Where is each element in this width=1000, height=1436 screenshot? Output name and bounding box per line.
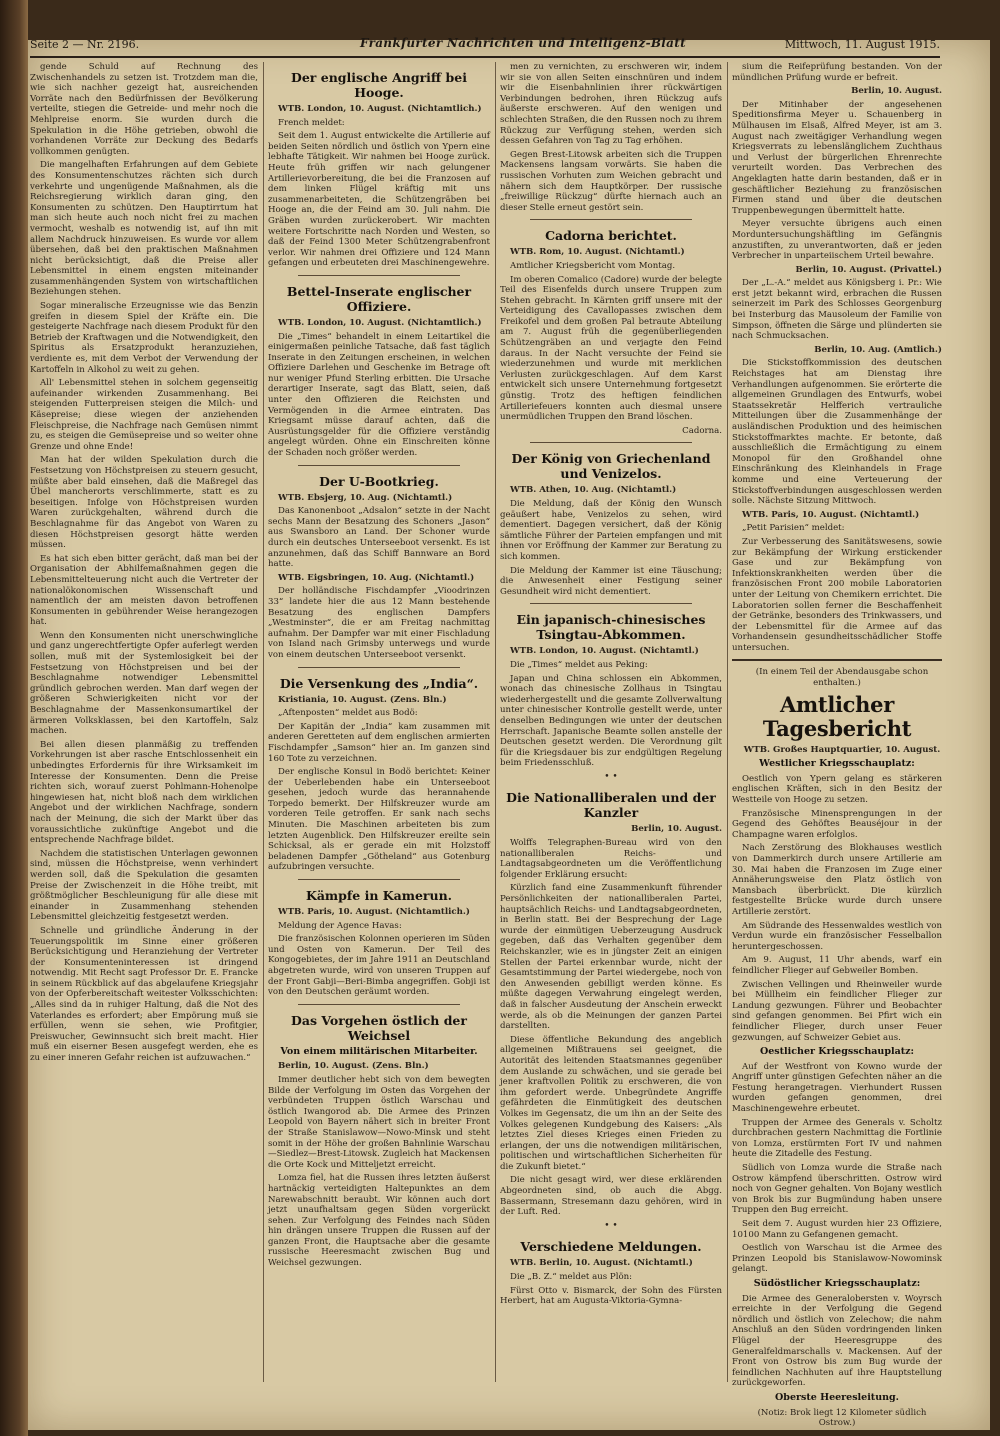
section-heading: Südöstlicher Kriegsschauplatz: xyxy=(753,1277,921,1289)
section-dots: • • xyxy=(604,1220,618,1231)
paragraph: Meldung der Agence Havas: xyxy=(278,920,402,931)
paragraph: Kürzlich fand eine Zusammenkunft führender Persönlichkeiten der nationalliberalen Partei, hauptsächlich Reichs- und Landtagsabgeordneten, in Berlin statt. Bei der Besprechung der Lage wurde der einmütigen Ueberzeugung Ausdruck gegeben, daß das Verhalten gegenüber dem Reichskanzler, wie es in jüngster Zeit an einigen Stellen der Partei erkennbar wurde, nicht der Gesamtstimmung der Partei wiedergebe, noch von den Anwesenden gebilligt werden könne. Es müßte dagegen Verwahrung eingelegt werden, daß in falscher Ausdeutung der Anschein erweckt werde, als ob die Meinungen der ganzen Partei darstellten. xyxy=(500,883,722,1032)
report-title: Amtlicher Tagesbericht xyxy=(762,691,912,741)
paragraph: Diese öffentliche Bekundung des angeblich allgemeinen Mißtrauens sei geeignet, die Autorität des leitenden Staatsmannes gegenüber dem Auslande zu schwächen, und sie gerade bei jener kraftvollen Politik zu erschweren, die von ihm gefordert werde. Unbegründete Angriffe gefährdeten die Einmütigkeit des deutschen Volkes im Gegensatz, die um ihn an der Seite des Volkes gelegenen Kundgebung des Kaisers: „Als letztes Ziel dieses Krieges einen Frieden zu erlangen, der uns die notwendigen militärischen, politischen und wirtschaftlichen Sicherheiten für die Zukunft bietet.“ xyxy=(500,1034,722,1172)
article-title: Der König von Griechenland und Venizelos. xyxy=(511,451,711,482)
paragraph: Wenn den Konsumenten nicht unerschwingliche und ganz ungerechtfertigte Opfer auferlegt werden sollen, muß mit der Systemlosigkeit bei der Festsetzung von Höchstpreisen und bei der Beschlagnahme notwendiger Lebensmittel gründlich gebrochen werden. Man darf wegen der größeren Schwierigkeiten nicht vor der Beschlagnahme der Massenkonsumartikel der ärmeren Volksklassen, bei den Kartoffeln, Salz machen. xyxy=(30,630,258,737)
paragraph: Die mangelhaften Erfahrungen auf dem Gebiete des Konsumentenschutzes rächten sich durch verkehrte und ungenügende Maßnahmen, als die Reichsregierung wirklich daran ging, den Konsumenten zu schützen. Den Hauptirrtum hat man sich heute auch noch nicht frei zu machen vermocht, weshalb es notwendig ist, auf ihn mit allem Nachdruck hinzuweisen. Es wurde vor allem übersehen, daß bei den praktischen Maßnahmen nicht berücksichtigt, daß die Preise aller Lebensmittel in einem engsten miteinander zusammenhängenden System von wirtschaftlichen Beziehungen stehen. xyxy=(30,160,258,298)
article-subtitle: Von einem militärischen Mitarbeiter. xyxy=(280,1045,478,1057)
paragraph: Südlich von Lomza wurde die Straße nach Ostrow kämpfend überschritten. Ostrow wird noch von Gegner gehalten. Von Bojany westlich von Brok bis zur Bugmündung haben unsere Truppen den Bug erreicht. xyxy=(732,1163,942,1216)
article-title: Der U-Bootkrieg. xyxy=(319,473,439,489)
article-title: Kämpfe in Kamerun. xyxy=(305,888,453,904)
column-3 xyxy=(500,62,722,1382)
paragraph: Japan und China schlossen ein Abkommen, wonach das chinesische Zollhaus in Tsingtau wiederhergestellt und die gesamte Zollverwaltung unter chinesischer Kontrolle gestellt werde, unter denselben Bedingungen wie unter der deutschen Herrschaft. Japanische Beamte sollen anstelle der Deutschen gesetzt werden. Die Verordnung gilt für die Kriegsdauer bis zur endgültigen Regelung beim Friedensschluß. xyxy=(500,673,722,769)
article-title: Bettel-Inserate englischer Offiziere. xyxy=(286,283,472,314)
section-heading: Oestlicher Kriegsschauplatz: xyxy=(759,1046,915,1058)
paragraph: Am 9. August, 11 Uhr abends, warf ein feindlicher Flieger auf Gebweiler Bomben. xyxy=(732,955,942,976)
dateline: WTB. Paris, 10. August. (Nichtamtlich.) xyxy=(278,907,470,918)
separator xyxy=(298,667,460,668)
paragraph: Sogar mineralische Erzeugnisse wie das Benzin greifen in diesem Spiel der Kräfte ein. Die gesteigerte Nachfrage nach diesem Produkt für den Betrieb der Kraftwagen und die Notwendigkeit, den Spiritus als Ersatzprodukt heranzuziehen, verdiente es, mit dem Verbot der Verwendung der Kartoffeln in Alkohol zu weit zu gehen. xyxy=(30,301,258,375)
paragraph: Gegen Brest-Litowsk arbeiten sich die Truppen Mackensens langsam vorwärts. Sie haben die russischen Vorhuten zum Weichen gebracht und nähern sich dem Hauptkörper. Der russische „freiwillige Rückzug“ dürfte hiernach auch an dieser Stelle erneut gestört sein. xyxy=(500,149,722,213)
article-title: Die Nationalliberalen und der Kanzler xyxy=(506,790,716,821)
paragraph: Oestlich von Warschau ist die Armee des Prinzen Leopold bis Stanislawow-Nowominsk gelangt. xyxy=(732,1243,942,1275)
paragraph: gende Schuld auf Rechnung des Zwischenhandels zu setzen ist. Trotzdem man die, wie sich nachher gezeigt hat, ausreichenden Vorräte nach den Bedürfnissen der Bevölkerung verteilte, stiegen die Getreide- und mehr noch die Mehlpreise enorm. Sie wurden durch die Spekulation in die Höhe getrieben, obwohl die vorhandenen Vorräte zur Deckung des Bedarfs vollkommen genügten. xyxy=(30,62,258,157)
paragraph: Fürst Otto v. Bismarck, der Sohn des Fürsten Herbert, hat am Augusta-Viktoria-Gymna- xyxy=(500,1285,722,1307)
issue-date: Mittwoch, 11. August 1915. xyxy=(784,38,940,51)
paragraph: Die Stickstoffkommission des deutschen Reichstages hat am Dienstag ihre Verhandlungen aufgenommen. Sie erörterte die allgemeinen Grundlagen des Entwurfs, wobei Staatssekretär Helfferich vertrauliche Mitteilungen über die Zusammenhänge der ausländischen Produktion und des heimischen Stickstoffmarktes machte. Er betonte, daß ausschließlich die Ermächtigung zu einem Monopol für den Großhandel ohne Einschränkung des Kleinhandels in Frage komme und eine Verteuerung der Stickstoffverbindungen ausgeschlossen werden solle. Nächste Sitzung Mittwoch. xyxy=(732,358,942,507)
section-heading: Westlicher Kriegsschauplatz: xyxy=(759,758,915,770)
column-rule xyxy=(727,62,728,1382)
footnote: (Notiz: Brok liegt 12 Kilometer südlich Ostrow.) xyxy=(757,1407,927,1429)
dateline: WTB. Großes Hauptquartier, 10. August. xyxy=(743,744,941,755)
dateline: WTB. Rom, 10. August. (Nichtamtl.) xyxy=(510,247,685,258)
masthead: Frankfurter Nachrichten und Intelligenz-Blatt xyxy=(360,36,686,50)
article-title: Verschiedene Meldungen. xyxy=(520,1239,702,1255)
paragraph: Im oberen Comalico (Cadore) wurde der belegte Teil des Eisenfelds durch unsere Truppen zum Stehen gebracht. In Kärnten griff unsere mit der Verteidigung des Cavallopasses zwischen dem Freikofel und dem großen Pal betraute Abteilung am 7. August früh die gegenüberliegenden Schützengräben an und verjagte den Feind daraus. In der Nacht versuchte der Feind sie wiederzunehmen und wurde mit merklichen Verlusten zurückgeschlagen. Auf dem Karst entwickelt sich unsere Unternehmung fortgesetzt günstig. Trotz des heftigen feindlichen Artilleriefeuers konnten auch diesmal unsere unermüdlichen Truppen den Brand löschen. xyxy=(500,274,722,423)
paragraph: sium die Reifeprüfung bestanden. Von der mündlichen Prüfung wurde er befreit. xyxy=(732,62,942,83)
paragraph: Nachdem die statistischen Unterlagen gewonnen sind, müssen die Höchstpreise, wenn verhindert werden soll, daß die Spekulation die gesamten Preise der Zwischenzeit in die Höhe treibt, mit größtmöglicher Beschleunigung für alle diese mit einander in Zusammenhang stehenden Lebensmittel gleichzeitig festgesetzt werden. xyxy=(30,848,258,923)
paragraph: Amtlicher Kriegsbericht vom Montag. xyxy=(510,260,676,271)
paragraph: Zwischen Vellingen und Rheinweiler wurde bei Müllheim ein feindlicher Flieger zur Landung gezwungen. Führer und Beobachter sind gefangen genommen. Bei Pfirt wich ein feindlicher Flieger, durch unser Feuer gezwungen, auf Schweizer Gebiet aus. xyxy=(732,979,942,1043)
dateline: WTB. Paris, 10. August. (Nichtamtl.) xyxy=(742,509,920,520)
separator xyxy=(298,465,460,466)
article-title: Cadorna berichtet. xyxy=(545,228,677,244)
paragraph: Oestlich von Ypern gelang es stärkeren englischen Kräften, sich in den Besitz der Westteile von Hooge zu setzen. xyxy=(732,773,942,806)
column-2 xyxy=(268,62,490,1382)
paragraph: Die Meldung, daß der König den Wunsch geäußert habe, Venizelos zu sehen, wird dementiert. Dagegen versichert, daß der König sämtliche Führer der Parteien empfangen und mit ihnen vor Eröffnung der Kammer zur Beratung zu sich kommen. xyxy=(500,499,722,562)
paragraph: „Aftenposten“ meldet aus Bodö: xyxy=(278,708,418,719)
dateline: Berlin, 10. August. xyxy=(631,824,722,835)
paragraph: Lomza fiel, hat die Russen ihres letzten äußerst hartnäckig verteidigten Haltepunktes an dem Narewabschnitt beraubt. Wir können auch dort jetzt unaufhaltsam gegen Süden vorgerückt sehen. Zur Verfolgung des Feindes nach Süden hin drängen unsere Truppen die Russen auf der ganzen Front, die Hauptsache aber die gesamte russische Heeresmacht zwischen Bug und Weichsel gezwungen. xyxy=(268,1173,490,1269)
paragraph: Die Armee des Generalobersten v. Woyrsch erreichte in der Verfolgung die Gegend nördlich und östlich von Zelechow; die nahm Anschluß an den Süden vordringenden linken Flügel der Heeresgruppe des Generalfeldmarschalls v. Mackensen. Auf der Front von Ostrow bis zum Bug wurde der feindlichen Nachhuten auf ihre Hauptstellung zurückgeworfen. xyxy=(732,1293,942,1389)
page-header xyxy=(30,34,940,58)
section-dots: • • xyxy=(604,771,618,782)
paragraph: Truppen der Armee des Generals v. Scholtz durchbrachen gestern Nachmittag die Fortlinie von Lomza, erstürmten Fort IV und nahmen heute die Zitadelle des Festung. xyxy=(732,1117,942,1160)
paragraph: Die „Times“ meldet aus Peking: xyxy=(510,659,648,670)
paragraph: Der „L.-A.“ meldet aus Königsberg i. Pr.: Wie erst jetzt bekannt wird, erbrachen die Russen seinerzeit im Park des Schlosses Georgenburg bei Insterburg das Mausoleum der Familie von Simpson, öffneten die Särge und plünderten sie nach Schmucksachen. xyxy=(732,278,942,342)
paragraph: Schnelle und gründliche Änderung in der Teuerungspolitik im Sinne einer größeren Berücksichtigung und Heranziehung der Vertreter der Konsumenteninteressen ist dringend notwendig. Mit Recht sagt Professor Dr. E. Francke in seinem Rückblick auf das abgelaufene Kriegsjahr von der Opferbereitschaft weitester Volksschichten: „Alles sind da in ruhiger Haltung, daß die Not des Vaterlandes es erfordert; aber Empörung muß sie erfüllen, wenn sie sehen, wie Profitgier, Preiswucher, Gewinnsucht sich breit macht. Hier muß ein eiserner Besen ausgefegt werden, ehe es zu einer inneren Gefahr reichen ist aufzuwachen.“ xyxy=(30,925,258,1064)
paragraph: Der Mitinhaber der angesehenen Speditionsfirma Meyer u. Schauenberg in Mülhausen im Elsaß, Alfred Meyer, ist am 3. August nach zweitägiger Verhandlung wegen Kriegsverrats zu lebenslänglichem Zuchthaus und Verlust der bürgerlichen Ehrenrechte verurteilt worden. Das Verbrechen des Angeklagten hatte darin bestanden, daß er in geschäftlicher Beziehung zu französischen Firmen stand und über die deutschen Truppenbewegungen übermittelt hatte. xyxy=(732,99,942,216)
dateline: WTB. London, 10. August. (Nichtamtlich.) xyxy=(278,317,482,328)
paragraph: Der holländische Fischdampfer „Vioodrinzen 33“ landete hier die aus 12 Mann bestehende Besatzung des englischen Dampfers „Westminster“, die er am Freitag nachmittag aufnahm. Der Dampfer war mit einer Fischladung von Island nach Grimsby unterwegs und wurde von einem deutschen Unterseeboot versenkt. xyxy=(268,586,490,660)
paragraph: men zu vernichten, zu erschweren wir, indem wir sie von allen Seiten einschnüren und indem wir die Eisenbahnlinien ihrer rückwärtigen Verbindungen bedrohen, ihren Rückzug aufs äußerste erschweren. Auf den wenigen und schlechten Straßen, die den Russen noch zu ihrem Rückzug zur Verfügung stehen, werden sich dessen Gefahren von Tag zu Tag erhöhen. xyxy=(500,62,722,147)
dateline: WTB. Athen, 10. Aug. (Nichtamtl.) xyxy=(510,485,677,496)
dateline: WTB. London, 10. August. (Nichtamtlich.) xyxy=(278,104,482,114)
dateline: WTB. Ebsjerg, 10. Aug. (Nichtamtl.) xyxy=(278,492,453,503)
paragraph: Die nicht gesagt wird, wer diese erklärenden Abgeordneten sind, ob auch die Abgg. Bassermann, Stresemann dazu gehören, wird in der Luft. Red. xyxy=(500,1175,722,1218)
article-title: Der englische Angriff bei Hooge. xyxy=(291,70,467,100)
paragraph: Die „Times“ behandelt in einem Leitartikel die einigermaßen peinliche Tatsache, daß fast täglich Inserate in den Zeitungen erscheinen, in welchen Offiziere Darlehen und Geschenke im Betrage oft nur weniger Pfund Sterling erbitten. Die Ursache derartiger Inserate, sagt das Blatt, seien, daß unter den Offizieren die Reichsten und Vermögenden in die Armee eintraten. Das Kriegsamt müsse darauf achten, daß die Ausrüstungsgelder für die Offiziere verständig angelegt würden. Ohne ein Einschreiten könne der Schaden noch größer werden. xyxy=(268,331,490,459)
separator xyxy=(298,275,460,276)
dateline: Berlin, 10. August. (Zens. Bln.) xyxy=(278,1061,429,1072)
dateline: Berlin, 10. August. xyxy=(851,86,942,97)
paragraph: Man hat der wilden Spekulation durch die Festsetzung von Höchstpreisen zu steuern gesucht, müßte aber bald einsehen, daß die Maßregel das Übel mancherorts verschlimmerte, statt es zu beseitigen. Infolge von Höchstpreisen wurden Waren zurückgehalten, während durch die Beschlagnahme für das Angebot von Waren zu diesen Höchstpreisen gesorgt hätte werden müssen. xyxy=(30,455,258,551)
column-rule xyxy=(263,62,264,1382)
paragraph: Wolffs Telegraphen-Bureau wird von den nationalliberalen Reichs- und Landtagsabgeordneten um die Veröffentlichung folgender Erklärung ersucht: xyxy=(500,838,722,880)
article-title: Das Vorgehen östlich der Weichsel xyxy=(291,1012,467,1043)
paragraph: Die französischen Kolonnen operieren im Süden und Osten von Kamerun. Der Teil des Kongogebietes, der im Jahre 1911 an Deutschland abgetreten wurde, wird von unseren Truppen auf der Front Gabji—Beri-Bimba angegriffen. Gobji ist von den Deutschen geräumt worden. xyxy=(268,934,490,998)
paragraph: Das Kanonenboot „Adsalon“ setzte in der Nacht sechs Mann der Besatzung des Schoners „Jason“ aus Swansboro an Land. Der Schoner wurde durch ein deutsches Unterseeboot versenkt. Es ist anzunehmen, daß das Schiff Bannware an Bord hatte. xyxy=(268,506,490,570)
paragraph: Die „B. Z.“ meldet aus Plön: xyxy=(510,1272,633,1283)
paragraph: French meldet: xyxy=(278,117,345,128)
paragraph: Der englische Konsul in Bodö berichtet: Keiner der Ueberlebenden habe ein Unterseeboot gesehen, jedoch wurde das herannahende Torpedo bemerkt. Der Hilfskreuzer wurde am vorderen Teile getroffen. Er sank nach sechs Minuten. Die Maschinen arbeiteten bis zum letzten Augenblick. Den Hilfskreuzer ereilte sein Schicksal, als er gerade ein mit Holzstoff beladenen Dampfer „Götheland“ aus Gotenburg aufzubringen versuchte. xyxy=(268,767,490,873)
paragraph: Bei allen diesen planmäßig zu treffenden Vorkehrungen ist aber rasche Entschlossenheit ein unbedingtes Erfordernis für ihre Wirksamkeit im Interesse der Konsumenten. Denn die Preise richten sich, worauf zuerst Pohlmann-Hohenolpe hingewiesen hat, nicht bloß nach dem wirklichen Angebot und der wirklichen Nachfrage, sondern nach der Meinung, die sich der Markt über das voraussichtliche zukünftige Angebot und die entsprechende Nachfrage bildet. xyxy=(30,739,258,846)
dateline: WTB. Eigsbringen, 10. Aug. (Nichtamtl.) xyxy=(278,572,475,583)
paragraph: Es hat sich eben bitter gerächt, daß man bei der Organisation der Abhilfemaßnahmen gegen die Lebensmittelteuerung nicht auch die Vertreter der nationalökonomischen Wissenschaft und namentlich der am meisten davon betroffenen Konsumenten in gebührender Weise herangezogen hat. xyxy=(30,553,258,628)
paragraph: Der Kapitän der „India“ kam zusammen mit anderen Geretteten auf dem englischen armierten Fischdampfer „Samson“ hier an. Im ganzen sind 160 Tote zu verzeichnen. xyxy=(268,721,490,764)
paragraph: Nach Zerstörung des Blokhauses westlich von Dammerkirch durch unsere Artillerie am 30. Mai haben die Franzosen im Zuge einer Annäherungsweise den Platz östlich von Mansbach überbrückt. Die kürzlich festgestellte Brücke wurde durch unsere Artillerie zerstört. xyxy=(732,843,942,917)
column-4 xyxy=(732,62,942,1429)
article-title: Ein japanisch-chinesisches Tsingtau-Abkommen. xyxy=(516,612,706,643)
separator xyxy=(732,659,942,661)
signature: Cadorna. xyxy=(682,425,722,436)
dateline: Berlin, 10. August. (Privattel.) xyxy=(795,264,942,275)
paragraph: Französische Minensprengungen in der Gegend des Gehöftes Beauséjour in der Champagne waren erfolglos. xyxy=(732,808,942,840)
paragraph: Zur Verbesserung des Sanitätswesens, sowie zur Bekämpfung der Wirkung erstickender Gase und zur Bekämpfung von Infektionskrankheiten werden über die französischen Front 200 mobile Laboratorien unter der Leitung von Chemikern errichtet. Die Laboratorien sollen ferner die Beschaffenheit der Getränke, besonders des Trinkwassers, und der Lebensmittel für die Armee auf das Vorhandensein gesundheitsschädlicher Stoffe untersuchen. xyxy=(732,536,942,653)
separator xyxy=(298,1004,460,1005)
dateline: Berlin, 10. Aug. (Amtlich.) xyxy=(814,344,942,355)
separator xyxy=(530,442,692,443)
paragraph: Am Südrande des Hessenwaldes westlich von Verdun wurde ein französischer Fesselballon heruntergeschossen. xyxy=(732,920,942,952)
book-binding xyxy=(0,0,28,1436)
column-1 xyxy=(30,62,258,1382)
edition-note: (In einem Teil der Abendausgabe schon enthalten.) xyxy=(755,667,929,689)
paragraph: All' Lebensmittel stehen in solchem gegenseitig aufeinander wirkenden Zusammenhang. Bei steigenden Futterpreisen steigen die Milch- und Käsepreise; diese wiegen der anziehenden Fleischpreise, die Nachfrage nach Gemüsen nimmt zu, es steigen die Gemüsepreise und so weiter ohne Grenze und ohne Ende! xyxy=(30,378,258,452)
dateline: Kristiania, 10. August. (Zens. Bln.) xyxy=(278,694,447,705)
paragraph: Auf der Westfront von Kowno wurde der Angriff unter günstigen Gefechten näher an die Festung herangetragen. Vierhundert Russen wurden gefangen genommen, drei Maschinengewehre erbeutet. xyxy=(732,1061,942,1115)
separator xyxy=(298,879,460,880)
paragraph: Immer deutlicher hebt sich von dem bewegten Bilde der Verfolgung im Osten das Vorgehen der verbündeten Truppen östlich Warschau und östlich Iwangorod ab. Die Armee des Prinzen Leopold von Bayern nähert sich in breiter Front der Straße Stanislawow—Nowo-Minsk und steht somit in der Höhe der großen Bahnlinie Warschau—Siedlez—Brest-Litowsk. Zugleich hat Mackensen die Orte Kock und Mitteljetzt erreicht. xyxy=(268,1074,490,1170)
dateline: WTB. Berlin, 10. August. (Nichtamtl.) xyxy=(510,1258,693,1269)
separator xyxy=(530,603,692,604)
page-number: Seite 2 — Nr. 2196. xyxy=(30,38,140,51)
article-title: Die Versenkung des „India“. xyxy=(279,675,479,691)
paragraph: Meyer versuchte übrigens auch einen Morduntersuchungshäftling im Gefängnis anzustiften, zu unverantworten, daß er jeden Verbrecher in unparteiischem Urteil bewahre. xyxy=(732,219,942,262)
separator xyxy=(530,219,692,220)
paragraph: Seit dem 7. August wurden hier 23 Offiziere, 10100 Mann zu Gefangenen gemacht. xyxy=(732,1219,942,1240)
paragraph: Seit dem 1. August entwickelte die Artillerie auf beiden Seiten nördlich und östlich von Ypern eine lebhafte Tätigkeit. Wir nahmen bei Hooge zurück. Heute früh griffen wir nach gelungener Artillerievorbereitung, die bei die Franzosen auf dem linken Flügel kräftig mit uns zusammenarbeiteten, die Schützengräben bei Hooge an, die der Feind am 30. Juli nahm. Die Gräben wurden zurückerobert. Wir machten weitere Fortschritte nach Norden und Westen, so daß der Feind 1300 Meter Schützengrabenfront verlor. Wir nahmen drei Offiziere und 124 Mann gefangen und erbeuteten drei Maschinengewehre. xyxy=(268,131,490,269)
paragraph: „Petit Parisien“ meldet: xyxy=(742,523,845,534)
report-signature: Oberste Heeresleitung. xyxy=(775,1391,899,1403)
dateline: WTB. London, 10. August. (Nichtamtl.) xyxy=(510,646,699,657)
paragraph: Die Meldung der Kammer ist eine Täuschung; die Anwesenheit einer Festigung seiner Gesundheit wird nicht dementiert. xyxy=(500,565,722,597)
column-rule xyxy=(495,62,496,1382)
